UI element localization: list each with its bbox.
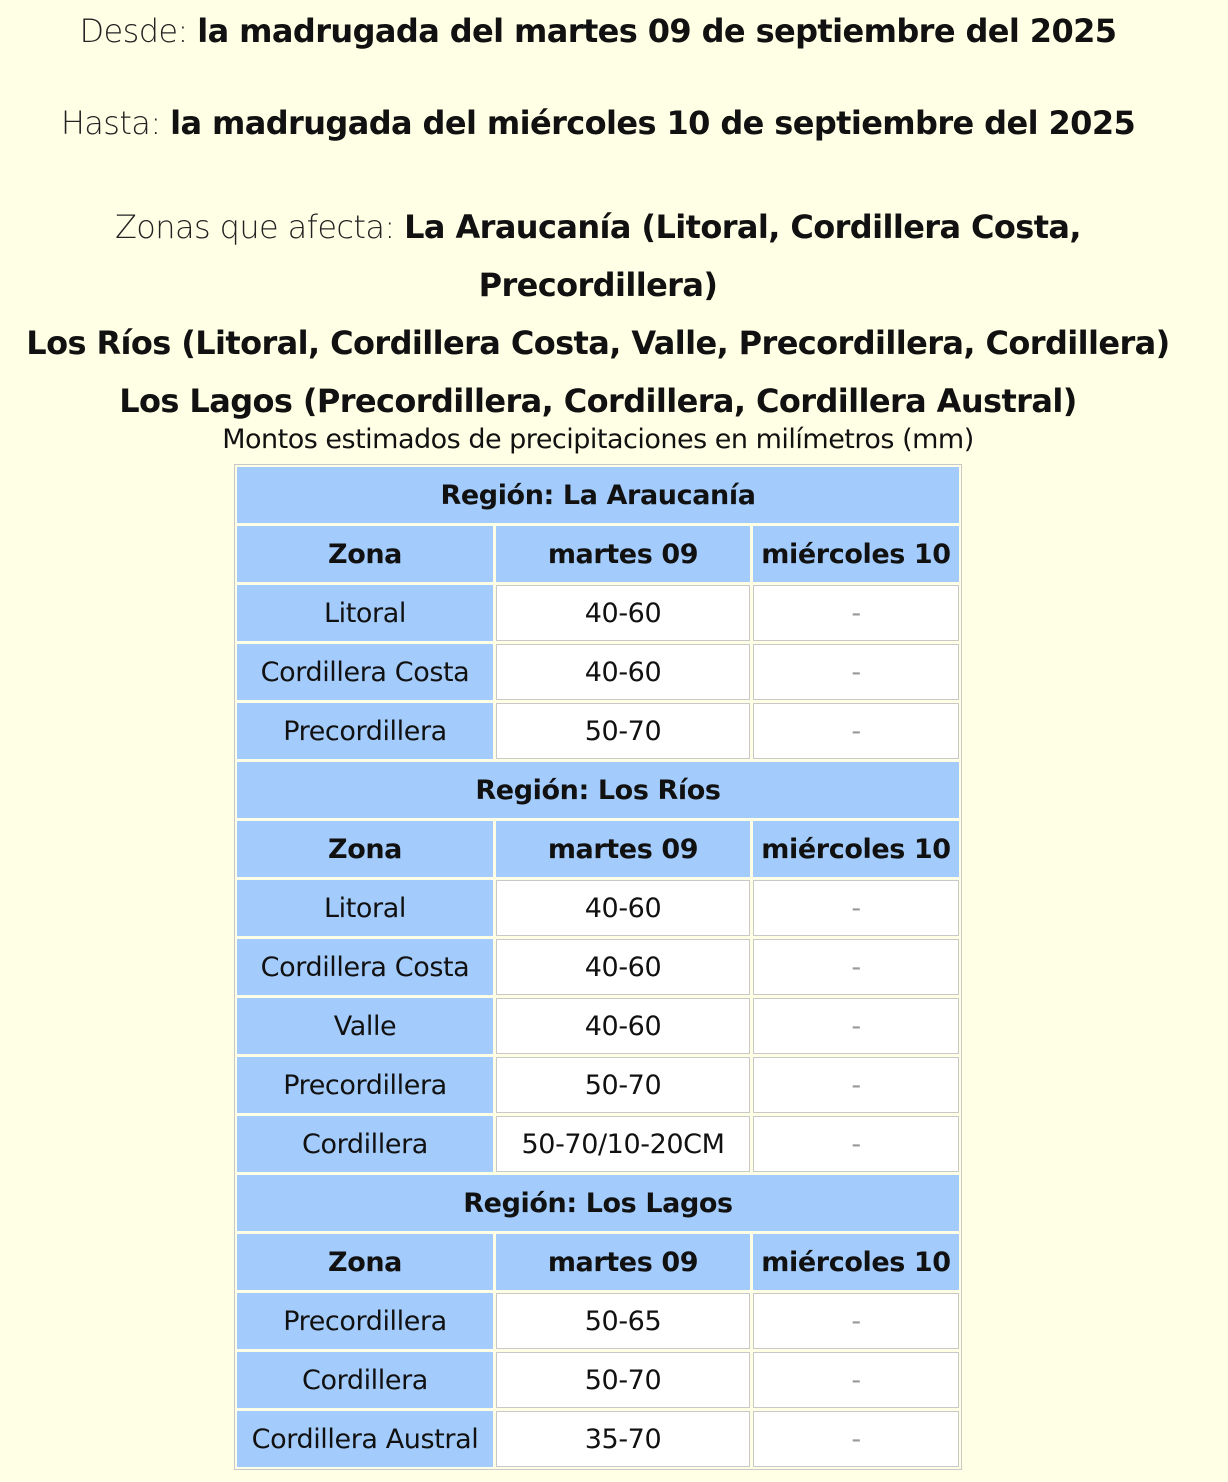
zonas-block bbox=[0, 198, 1196, 430]
header-row bbox=[237, 821, 959, 877]
column-header-zona: Zona bbox=[237, 821, 493, 877]
region-row bbox=[237, 1175, 959, 1231]
region-title: Región: Los Lagos bbox=[237, 1175, 959, 1231]
martes-value-cell: 50-70 bbox=[496, 1057, 750, 1113]
martes-value-cell: 40-60 bbox=[496, 585, 750, 641]
zonas-los-lagos: Los Lagos (Precordillera, Cordillera, Cordillera Austral) bbox=[119, 382, 1077, 420]
header-row bbox=[237, 1234, 959, 1290]
header-row bbox=[237, 526, 959, 582]
region-title: Región: Los Ríos bbox=[237, 762, 959, 818]
miercoles-value-cell: - bbox=[753, 1057, 959, 1113]
zone-cell: Litoral bbox=[237, 880, 493, 936]
column-header-martes: martes 09 bbox=[496, 821, 750, 877]
column-header-miercoles: miércoles 10 bbox=[753, 1234, 959, 1290]
miercoles-value-cell: - bbox=[753, 880, 959, 936]
region-row bbox=[237, 467, 959, 523]
table-row bbox=[237, 1116, 959, 1172]
zone-cell: Cordillera bbox=[237, 1352, 493, 1408]
martes-value-cell: 50-70/10-20CM bbox=[496, 1116, 750, 1172]
zone-cell: Cordillera Austral bbox=[237, 1411, 493, 1467]
column-header-miercoles: miércoles 10 bbox=[753, 821, 959, 877]
table-row bbox=[237, 644, 959, 700]
zonas-label: Zonas que afecta: bbox=[114, 208, 405, 246]
zonas-araucania: La Araucanía (Litoral, Cordillera Costa, Precordillera) bbox=[404, 208, 1081, 304]
zone-cell: Valle bbox=[237, 998, 493, 1054]
column-header-martes: martes 09 bbox=[496, 1234, 750, 1290]
zonas-los-rios: Los Ríos (Litoral, Cordillera Costa, Valle, Precordillera, Cordillera) bbox=[26, 324, 1170, 362]
martes-value-cell: 40-60 bbox=[496, 939, 750, 995]
martes-value-cell: 50-65 bbox=[496, 1293, 750, 1349]
column-header-martes: martes 09 bbox=[496, 526, 750, 582]
zonas-line-1 bbox=[0, 198, 1196, 314]
zone-cell: Precordillera bbox=[237, 1057, 493, 1113]
column-header-miercoles: miércoles 10 bbox=[753, 526, 959, 582]
desde-value: la madrugada del martes 09 de septiembre del 2025 bbox=[197, 12, 1117, 50]
miercoles-value-cell: - bbox=[753, 585, 959, 641]
miercoles-value-cell: - bbox=[753, 1411, 959, 1467]
table-caption: Montos estimados de precipitaciones en milímetros (mm) bbox=[222, 424, 974, 455]
column-header-zona: Zona bbox=[237, 526, 493, 582]
martes-value-cell: 40-60 bbox=[496, 998, 750, 1054]
precipitation-table-wrapper bbox=[234, 464, 962, 1470]
table-row bbox=[237, 939, 959, 995]
desde-line bbox=[0, 12, 1196, 50]
zone-cell: Precordillera bbox=[237, 1293, 493, 1349]
zone-cell: Cordillera Costa bbox=[237, 644, 493, 700]
martes-value-cell: 50-70 bbox=[496, 1352, 750, 1408]
hasta-label: Hasta: bbox=[60, 104, 171, 142]
table-row bbox=[237, 998, 959, 1054]
table-row bbox=[237, 880, 959, 936]
hasta-value: la madrugada del miércoles 10 de septiembre del 2025 bbox=[170, 104, 1136, 142]
precipitation-table-body bbox=[237, 467, 959, 1467]
martes-value-cell: 40-60 bbox=[496, 880, 750, 936]
table-row bbox=[237, 585, 959, 641]
zone-cell: Cordillera Costa bbox=[237, 939, 493, 995]
miercoles-value-cell: - bbox=[753, 1293, 959, 1349]
miercoles-value-cell: - bbox=[753, 644, 959, 700]
martes-value-cell: 35-70 bbox=[496, 1411, 750, 1467]
zone-cell: Precordillera bbox=[237, 703, 493, 759]
martes-value-cell: 40-60 bbox=[496, 644, 750, 700]
table-row bbox=[237, 1057, 959, 1113]
region-row bbox=[237, 762, 959, 818]
miercoles-value-cell: - bbox=[753, 998, 959, 1054]
table-row bbox=[237, 703, 959, 759]
zone-cell: Litoral bbox=[237, 585, 493, 641]
martes-value-cell: 50-70 bbox=[496, 703, 750, 759]
hasta-line bbox=[0, 104, 1196, 142]
column-header-zona: Zona bbox=[237, 1234, 493, 1290]
miercoles-value-cell: - bbox=[753, 1352, 959, 1408]
table-row bbox=[237, 1293, 959, 1349]
zone-cell: Cordillera bbox=[237, 1116, 493, 1172]
desde-label: Desde: bbox=[79, 12, 198, 50]
precipitation-table bbox=[234, 464, 962, 1470]
region-title: Región: La Araucanía bbox=[237, 467, 959, 523]
miercoles-value-cell: - bbox=[753, 939, 959, 995]
table-row bbox=[237, 1352, 959, 1408]
miercoles-value-cell: - bbox=[753, 1116, 959, 1172]
miercoles-value-cell: - bbox=[753, 703, 959, 759]
table-row bbox=[237, 1411, 959, 1467]
